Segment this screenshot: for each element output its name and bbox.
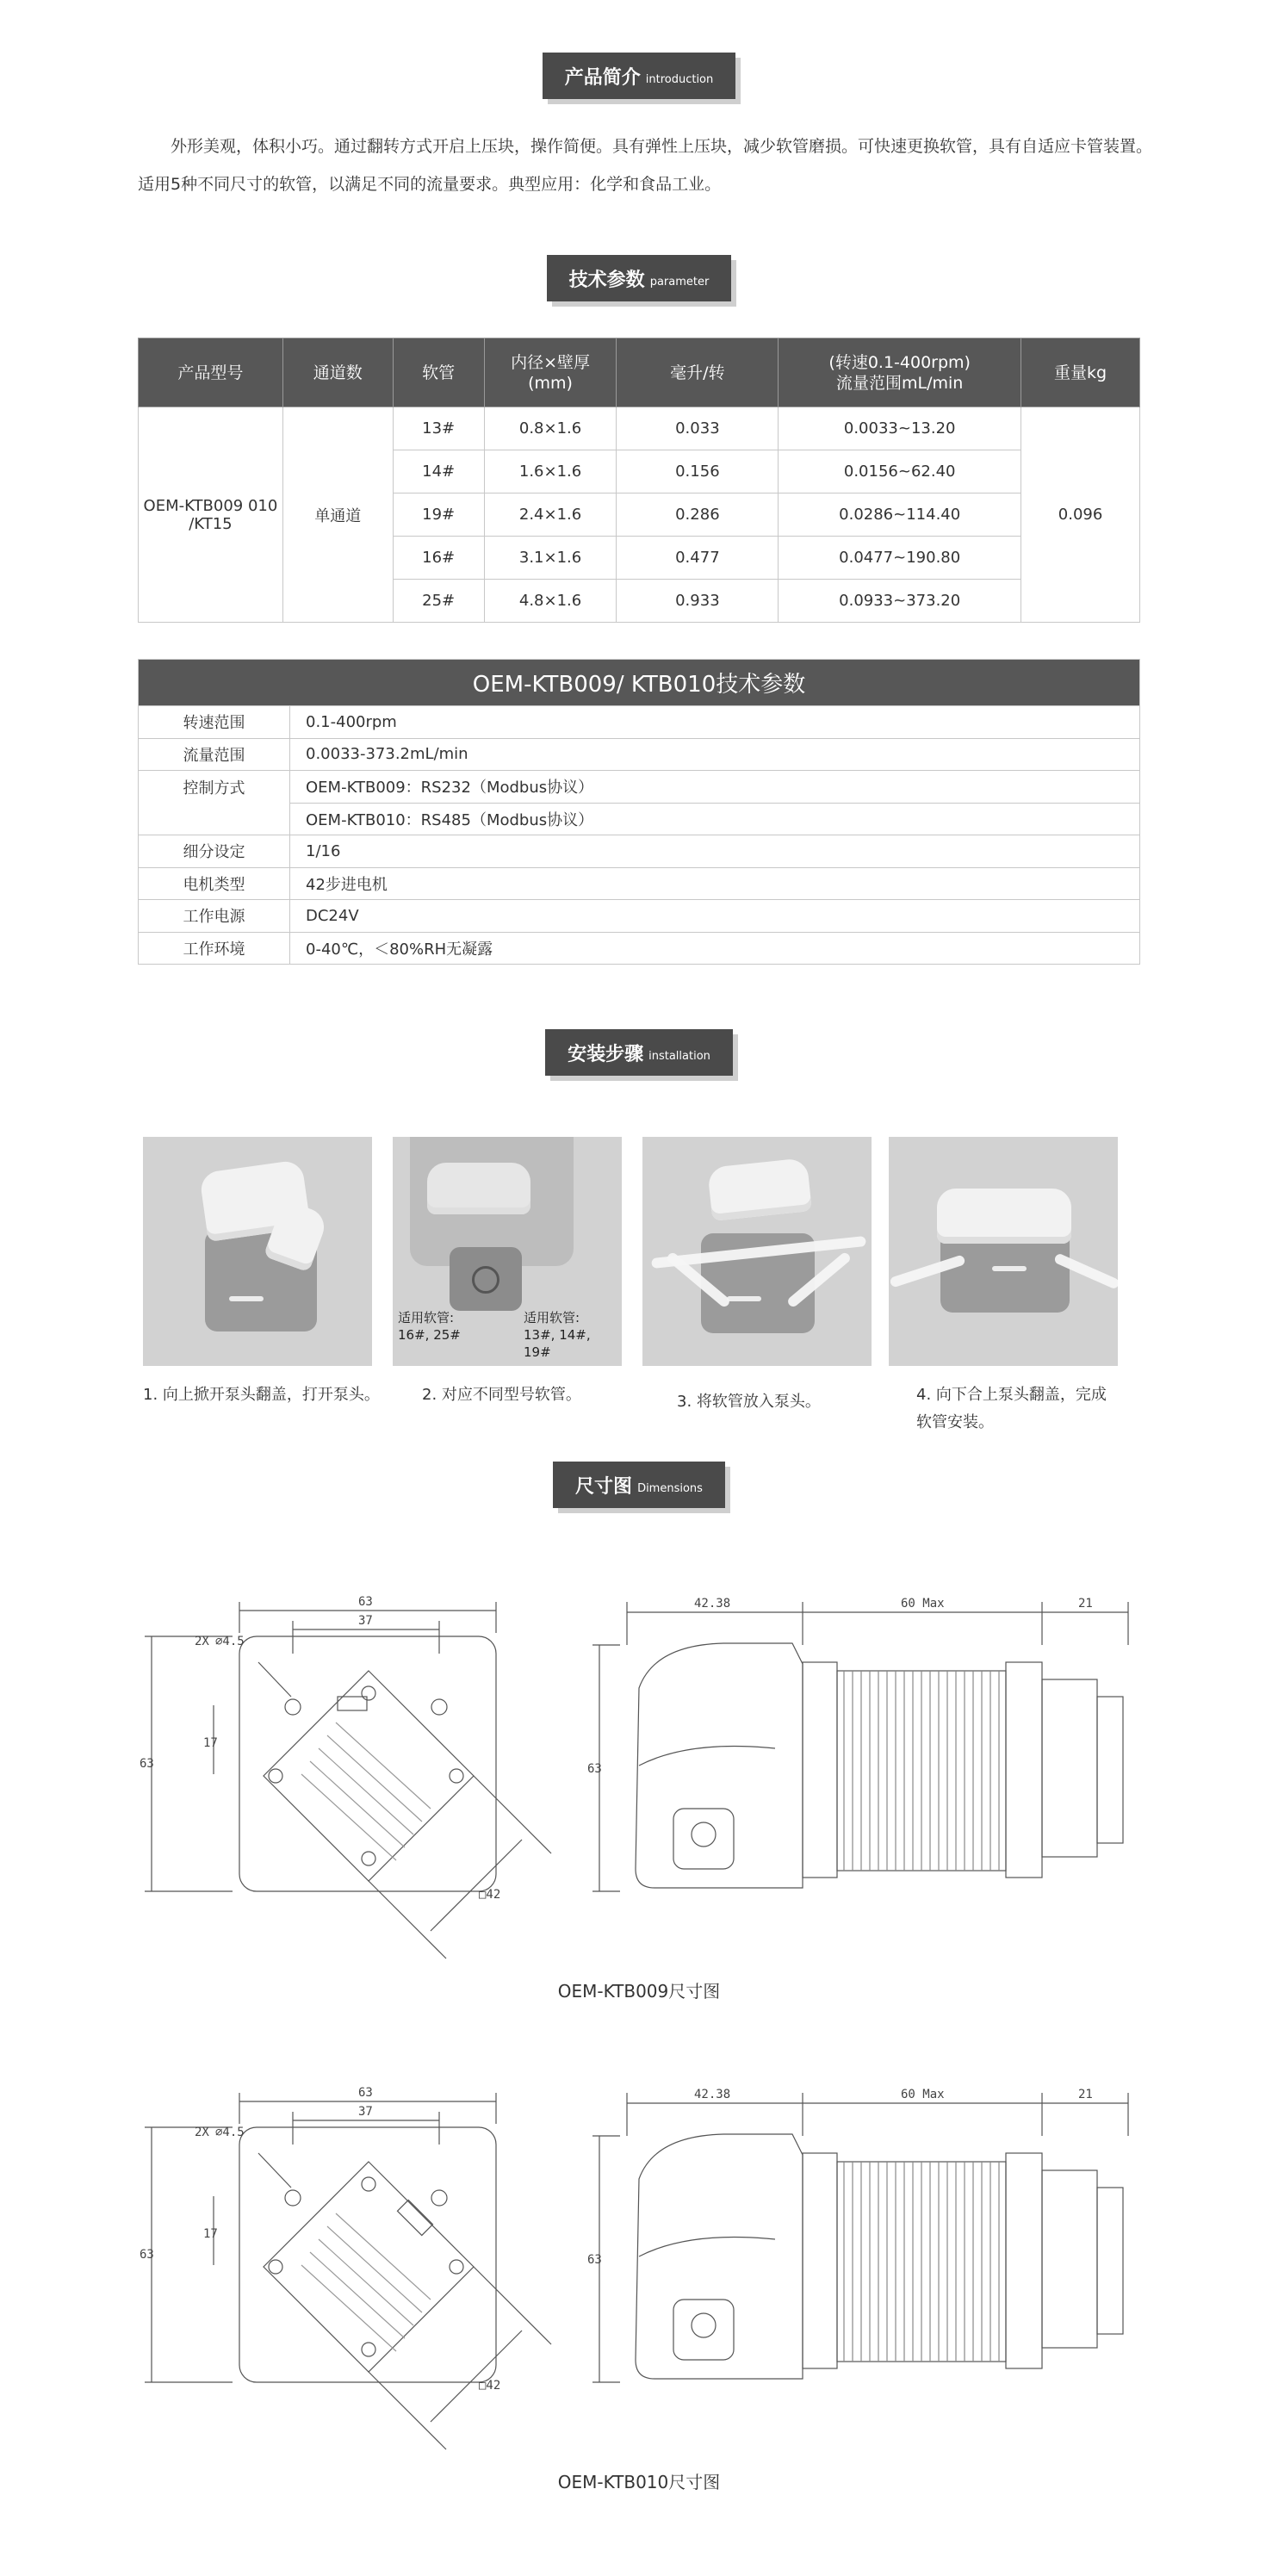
tube-label-b-line2: 13#, 14#, 19# [524,1327,591,1360]
table-row [139,867,1140,900]
flow-cell: 0.0933~373.20 [779,580,1021,623]
ml-cell: 0.156 [617,450,779,493]
table-row [139,738,1140,771]
dim-cell: 3.1×1.6 [484,537,617,580]
tube-cell: 14# [393,450,484,493]
step1-photo [143,1137,372,1366]
section-header-dimensions [0,1462,1278,1508]
ml-cell: 0.477 [617,537,779,580]
table-row [139,932,1140,965]
section-title: 安装步骤 [568,1043,644,1065]
col-tube: 软管 [393,338,484,407]
dim-63-side: 63 [587,2253,602,2267]
dim-42: □42 [479,2379,501,2393]
model-line2: /KT15 [189,514,233,533]
weight-cell: 0.096 [1021,407,1140,623]
spec-table [138,338,1140,623]
key-cell: 转速范围 [139,706,290,739]
dim-21: 21 [1078,1597,1093,1611]
ktb010-dimension-drawing [0,2041,1278,2472]
col-dim-line2: (mm) [528,373,573,393]
ml-cell: 0.933 [617,580,779,623]
col-channels: 通道数 [282,338,393,407]
tube-label-a-line2: 16#, 25# [398,1327,461,1343]
dim-hole-diameter: ⌀4.5 [215,1635,245,1648]
tube-cell: 13# [393,407,484,450]
dim-cell: 0.8×1.6 [484,407,617,450]
value-cell: 1/16 [290,835,1140,868]
col-model: 产品型号 [139,338,283,407]
value-cell: 0-40℃，＜80%RH无凝露 [290,932,1140,965]
key-cell: 电机类型 [139,867,290,900]
col-dim [484,338,617,407]
value-cell: 42步进电机 [290,867,1140,900]
col-weight: 重量kg [1021,338,1140,407]
tube-label-a [398,1309,461,1344]
key-cell: 流量范围 [139,738,290,771]
step1-caption: 1. 向上掀开泵头翻盖，打开泵头。 [143,1386,380,1404]
step4-caption [916,1381,1107,1437]
key-cell: 控制方式 [139,771,290,835]
flow-cell: 0.0033~13.20 [779,407,1021,450]
spec-table-header [139,338,1140,407]
key-cell: 工作电源 [139,900,290,933]
dim-hole-count: 2X [195,1635,209,1648]
tube-label-b-line1: 适用软管: [524,1310,580,1325]
section-subtitle: Dimensions [637,1481,703,1495]
table-row [139,771,1140,804]
dim-37: 37 [358,2105,373,2119]
ktb009-dimension-drawing [0,1550,1278,1981]
step3-photo [642,1137,872,1366]
ml-cell: 0.286 [617,493,779,537]
value-cell: 0.0033-373.2mL/min [290,738,1140,771]
section-title: 技术参数 [568,269,645,291]
dim-cell: 1.6×1.6 [484,450,617,493]
flow-cell: 0.0156~62.40 [779,450,1021,493]
col-flow-line1: (转速0.1-400rpm) [828,352,971,372]
dim-63-vertical: 63 [140,1757,154,1771]
section-header-installation [0,1029,1278,1076]
step4-photo [889,1137,1118,1366]
tech-table [138,659,1140,965]
dim-21: 21 [1078,2088,1093,2101]
dim-63: 63 [358,1595,373,1609]
dim-42-38: 42.38 [694,2088,731,2101]
dim-hole-count: 2X [195,2126,209,2139]
flow-cell: 0.0286~114.40 [779,493,1021,537]
dim-cell: 4.8×1.6 [484,580,617,623]
dim-37: 37 [358,1614,373,1628]
key-cell: 细分设定 [139,835,290,868]
dim-17: 17 [203,2227,218,2241]
col-ml: 毫升/转 [617,338,779,407]
section-title: 尺寸图 [575,1475,633,1498]
step3-caption: 3. 将软管放入泵头。 [677,1393,821,1411]
table-row [139,407,1140,450]
dim-60-max: 60 Max [901,2088,945,2101]
dim-42: □42 [479,1888,501,1902]
col-flow [779,338,1021,407]
value-cell: 0.1-400rpm [290,706,1140,739]
caption-ktb009: OEM-KTB009尺寸图 [557,1981,721,2002]
installation-steps [143,1137,1142,1447]
step2-caption: 2. 对应不同型号软管。 [422,1386,581,1404]
section-subtitle: parameter [649,275,710,289]
step4-caption-line1: 4. 向下合上泵头翻盖，完成 [916,1386,1107,1404]
caption-ktb010: OEM-KTB010尺寸图 [557,2472,721,2492]
section-subtitle: installation [648,1049,710,1063]
value-cell: OEM-KTB010：RS485（Modbus协议） [290,803,1140,835]
dim-63: 63 [358,2086,373,2100]
flow-cell: 0.0477~190.80 [779,537,1021,580]
col-flow-line2: 流量范围mL/min [836,373,964,393]
model-cell [139,407,283,623]
tube-label-b [524,1309,622,1361]
step2-photo [393,1137,622,1366]
dim-17: 17 [203,1736,218,1750]
section-title: 产品简介 [564,66,641,89]
tube-cell: 16# [393,537,484,580]
value-cell: OEM-KTB009：RS232（Modbus协议） [290,771,1140,804]
dim-hole-diameter: ⌀4.5 [215,2126,245,2139]
step4-caption-line2: 软管安装。 [916,1413,994,1431]
section-subtitle: introduction [645,72,714,86]
intro-paragraph: 外形美观，体积小巧。通过翻转方式开启上压块，操作简便。具有弹性上压块，减少软管磨损。可快速更换软管，具有自适应卡管装置。适用5种不同尺寸的软管，以满足不同的流量要求。典型应用：化学和食品工业。 [138,137,1153,194]
tech-table-title: OEM-KTB009/ KTB010技术参数 [139,660,1140,706]
dim-63-vertical: 63 [140,2248,154,2262]
value-cell: DC24V [290,900,1140,933]
section-header-intro [0,53,1278,99]
model-line1: OEM-KTB009 010 [143,496,278,515]
table-row [139,900,1140,933]
dim-60-max: 60 Max [901,1597,945,1611]
key-cell: 工作环境 [139,932,290,965]
tube-label-a-line1: 适用软管: [398,1310,455,1325]
dim-cell: 2.4×1.6 [484,493,617,537]
table-row [139,706,1140,739]
tube-cell: 25# [393,580,484,623]
table-row [139,835,1140,868]
ml-cell: 0.033 [617,407,779,450]
tube-cell: 19# [393,493,484,537]
dim-63-side: 63 [587,1762,602,1776]
section-header-parameter [0,255,1278,301]
col-dim-line1: 内径×壁厚 [511,352,590,372]
channels-cell: 单通道 [282,407,393,623]
dim-42-38: 42.38 [694,1597,731,1611]
